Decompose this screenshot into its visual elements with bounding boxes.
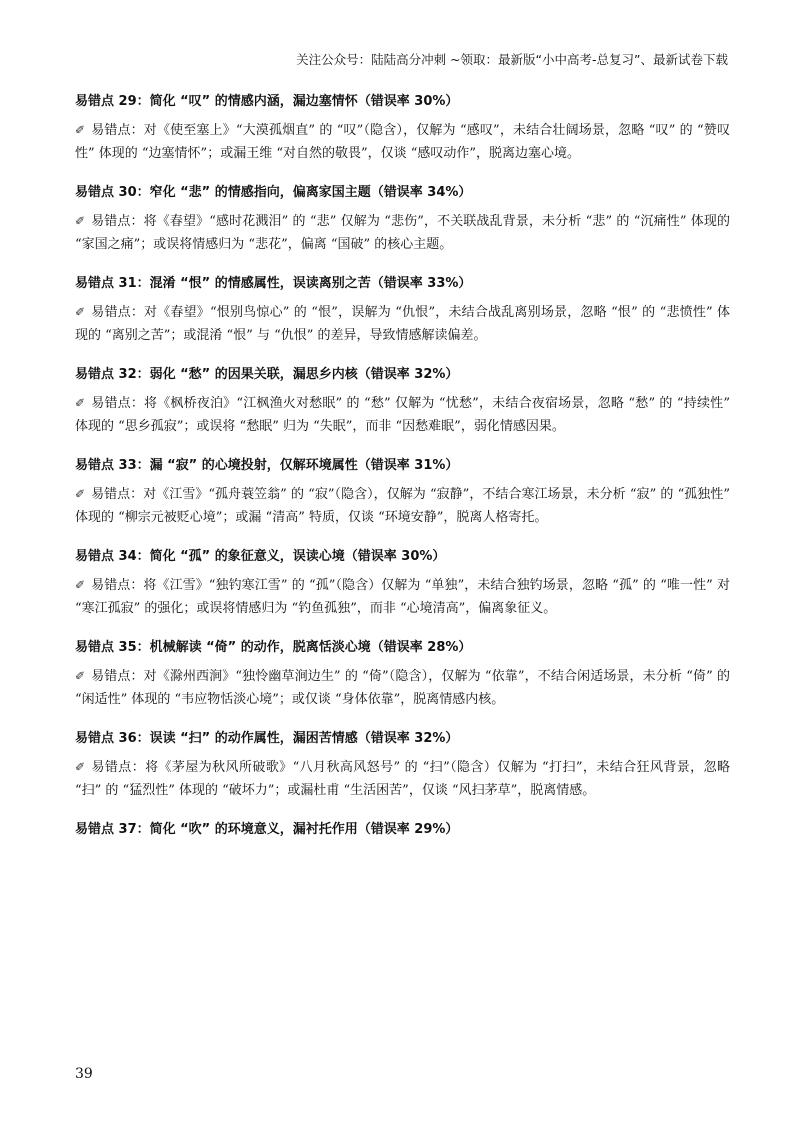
page-header: 关注公众号：陆陆高分冲刺 ~领取：最新版“小中高考-总复习”、最新试卷下载	[296, 52, 728, 67]
error-point-title: 易错点 29：简化 “叹” 的情感内涵，漏边塞情怀（错误率 30%）	[75, 94, 459, 109]
error-point-body	[75, 301, 730, 347]
error-point-item	[75, 183, 730, 256]
error-point-title: 易错点 32：弱化 “愁” 的因果关联，漏思乡内核（错误率 32%）	[75, 367, 459, 382]
error-point-text: 易错点：对《滁州西涧》“独怜幽草涧边生” 的 “倚”（隐含），仅解为 “依靠”，不结合闲适场景，未分析 “倚” 的 “闲适性” 体现的 “韦应物恬淡心境”；或仅谈 “身体依靠”，脱离情感内核。	[75, 669, 730, 707]
content-area	[75, 92, 730, 858]
error-point-item	[75, 820, 730, 840]
error-point-body	[75, 392, 730, 438]
error-point-title: 易错点 33：漏 “寂” 的心境投射，仅解环境属性（错误率 31%）	[75, 458, 459, 473]
error-point-text: 易错点：将《茅屋为秋风所破歌》“八月秋高风怒号” 的 “扫”（隐含）仅解为 “打扫”，未结合狂风背景，忽略 “扫” 的 “猛烈性” 体现的 “破坏力”；或漏杜甫 “生活困苦”，仅谈 “风扫茅草”，脱离情感。	[75, 760, 730, 798]
error-point-item	[75, 638, 730, 711]
error-point-item	[75, 365, 730, 438]
error-point-body	[75, 119, 730, 165]
error-point-title: 易错点 30：窄化 “悲” 的情感指向，偏离家国主题（错误率 34%）	[75, 185, 472, 200]
error-point-item	[75, 729, 730, 802]
page-number: 39	[75, 1066, 93, 1082]
error-point-text: 易错点：将《春望》“感时花溅泪” 的 “悲” 仅解为 “悲伤”，不关联战乱背景，未分析 “悲” 的 “沉痛性” 体现的 “家国之痛”；或误将情感归为 “悲花”，偏离 “国破” 的核心主题。	[75, 214, 730, 252]
pencil-icon: ✐	[75, 760, 86, 774]
error-point-body	[75, 665, 730, 711]
error-point-body	[75, 483, 730, 529]
pencil-icon: ✐	[75, 487, 86, 501]
pencil-icon: ✐	[75, 214, 86, 228]
error-point-body	[75, 574, 730, 620]
error-point-text: 易错点：将《江雪》“独钓寒江雪” 的 “孤”（隐含）仅解为 “单独”，未结合独钓场景，忽略 “孤” 的 “唯一性” 对 “寒江孤寂” 的强化；或误将情感归为 “钓鱼孤独”，而非 “心境清高”，偏离象征义。	[75, 578, 730, 616]
error-point-title: 易错点 36：误读 “扫” 的动作属性，漏困苦情感（错误率 32%）	[75, 731, 459, 746]
error-point-text: 易错点：对《使至塞上》“大漠孤烟直” 的 “叹”（隐含），仅解为 “感叹”，未结合壮阔场景，忽略 “叹” 的 “赞叹性” 体现的 “边塞情怀”；或漏王维 “对自然的敬畏”，仅谈 “感叹动作”，脱离边塞心境。	[75, 123, 730, 161]
error-point-title: 易错点 31：混淆 “恨” 的情感属性，误读离别之苦（错误率 33%）	[75, 276, 472, 291]
error-point-body	[75, 756, 730, 802]
error-point-item	[75, 456, 730, 529]
error-point-item	[75, 274, 730, 347]
error-point-text: 易错点：对《江雪》“孤舟蓑笠翁” 的 “寂”（隐含），仅解为 “寂静”，不结合寒江场景，未分析 “寂” 的 “孤独性” 体现的 “柳宗元被贬心境”；或漏 “清高” 特质，仅谈 “环境安静”，脱离人格寄托。	[75, 487, 730, 525]
pencil-icon: ✐	[75, 396, 86, 410]
pencil-icon: ✐	[75, 123, 86, 137]
error-point-item	[75, 547, 730, 620]
error-point-title: 易错点 37：简化 “吹” 的环境意义，漏衬托作用（错误率 29%）	[75, 822, 459, 837]
pencil-icon: ✐	[75, 669, 86, 683]
error-point-text: 易错点：将《枫桥夜泊》“江枫渔火对愁眠” 的 “愁” 仅解为 “忧愁”，未结合夜宿场景，忽略 “愁” 的 “持续性” 体现的 “思乡孤寂”；或误将 “愁眠” 归为 “失眠”，而非 “因愁难眠”，弱化情感因果。	[75, 396, 730, 434]
pencil-icon: ✐	[75, 305, 86, 319]
error-point-title: 易错点 35：机械解读 “倚” 的动作，脱离恬淡心境（错误率 28%）	[75, 640, 472, 655]
error-point-title: 易错点 34：简化 “孤” 的象征意义，误读心境（错误率 30%）	[75, 549, 446, 564]
error-point-item	[75, 92, 730, 165]
error-point-text: 易错点：对《春望》“恨别鸟惊心” 的 “恨”，误解为 “仇恨”，未结合战乱离别场景，忽略 “恨” 的 “悲愤性” 体现的 “离别之苦”；或混淆 “恨” 与 “仇恨” 的差异，导致情感解读偏差。	[75, 305, 730, 343]
error-point-body	[75, 210, 730, 256]
pencil-icon: ✐	[75, 578, 86, 592]
